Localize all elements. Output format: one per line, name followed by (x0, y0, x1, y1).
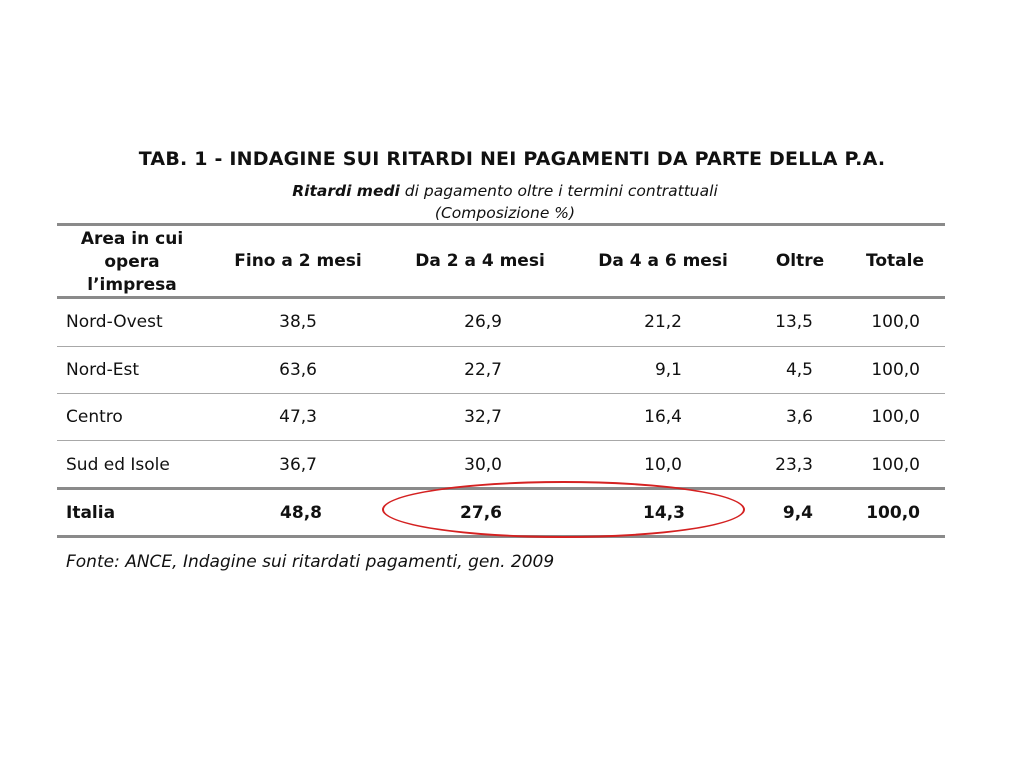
subtitle-bold: Ritardi medi (292, 182, 400, 200)
total-value: 9,4 (782, 503, 813, 523)
total-value: 48,8 (280, 503, 322, 523)
row-value: 63,6 (279, 360, 317, 380)
row-divider (57, 440, 945, 441)
row-value: 100,0 (871, 407, 920, 427)
total-value: 14,3 (643, 503, 685, 523)
header-oltre: Oltre (775, 251, 825, 271)
row-value: 13,5 (775, 312, 813, 332)
table-title: TAB. 1 - INDAGINE SUI RITARDI NEI PAGAMENTI DA PARTE DELLA P.A. (138, 148, 886, 170)
row-value: 21,2 (644, 312, 682, 332)
row-value: 32,7 (464, 407, 502, 427)
row-value: 9,1 (654, 360, 682, 380)
total-value: 100,0 (866, 503, 920, 523)
row-value: 4,5 (785, 360, 813, 380)
row-divider (57, 393, 945, 394)
header-bottom-rule (57, 296, 945, 299)
highlight-ellipse (382, 481, 745, 538)
row-area: Nord-Ovest (66, 312, 163, 332)
header-da-4-a-6-mesi: Da 4 a 6 mesi (598, 251, 728, 271)
row-value: 22,7 (464, 360, 502, 380)
row-value: 100,0 (871, 455, 920, 475)
row-value: 16,4 (644, 407, 682, 427)
row-value: 26,9 (464, 312, 502, 332)
header-area: Area in cui opera l’impresa (80, 229, 184, 295)
total-area: Italia (66, 503, 116, 523)
row-value: 100,0 (871, 312, 920, 332)
row-value: 47,3 (279, 407, 317, 427)
table-top-rule (57, 223, 945, 226)
row-value: 3,6 (785, 407, 813, 427)
row-area: Centro (66, 407, 123, 427)
row-area: Sud ed Isole (66, 455, 170, 475)
row-value: 23,3 (775, 455, 813, 475)
row-area: Nord-Est (66, 360, 139, 380)
subtitle-rest: di pagamento oltre i termini contrattuali (399, 182, 718, 200)
table-source: Fonte: ANCE, Indagine sui ritardati pagamenti, gen. 2009 (66, 552, 555, 572)
total-value: 27,6 (460, 503, 502, 523)
row-divider (57, 346, 945, 347)
header-da-2-a-4-mesi: Da 2 a 4 mesi (415, 251, 545, 271)
row-value: 38,5 (279, 312, 317, 332)
row-value: 10,0 (644, 455, 682, 475)
subtitle-line2: (Composizione %) (434, 204, 576, 222)
table-subtitle (0, 180, 1010, 224)
row-value: 100,0 (871, 360, 920, 380)
row-value: 30,0 (464, 455, 502, 475)
header-fino-2-mesi: Fino a 2 mesi (234, 251, 362, 271)
row-value: 36,7 (279, 455, 317, 475)
header-totale: Totale (866, 251, 924, 271)
